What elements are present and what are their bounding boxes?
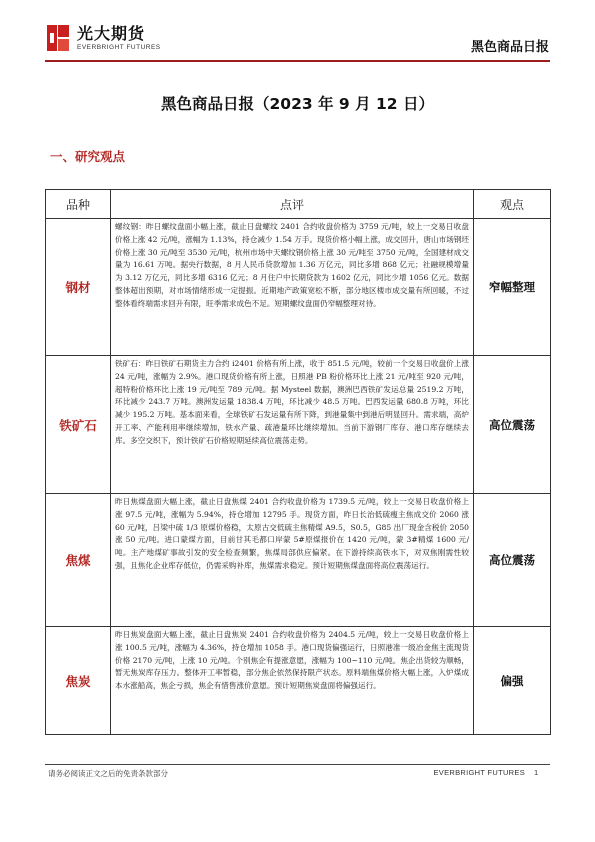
header-item: 品种 <box>46 190 111 219</box>
logo-english-name: EVERBRIGHT FUTURES <box>77 43 161 51</box>
footer-disclaimer: 请务必阅读正文之后的免责条款部分 <box>48 769 168 778</box>
footer-brand: EVERBRIGHT FUTURES <box>433 768 525 777</box>
header-report-title: 黑色商品日报 <box>470 40 549 55</box>
table-row-coking-coal <box>46 494 551 627</box>
comment-coking-coal: 昨日焦煤盘面大幅上涨，截止日盘焦煤 2401 合约收盘价格为 1739.5 元/吨，较上一交易日收盘价格上涨 97.5 元/吨，涨幅为 5.94%，持仓增加 12795 手。现货方面，昨日长治低硫瘦主焦成交价 2060 涨 60 元/吨，吕梁中硫 1/3 原煤价格稳，太原古交低硫主焦精煤 A9.5，S0.5，G85 出厂现金含税价 2050 涨 50 元/吨。进口蒙煤方面，目前甘其毛都口岸蒙 5#原煤报价在 1420 元/吨，蒙 3#精煤 1600 元/吨。主产地煤矿事故引发的安全检查频繁，焦煤局部供应偏紧。在下游持续高铁水下，对双焦刚需性较强，且焦化企业库存低位，仍需采购补库，焦煤需求稳定。预计短期焦煤盘面将高位震荡运行。 <box>111 494 474 627</box>
section-heading: 一、研究观点 <box>50 149 126 164</box>
table-row-steel <box>46 219 551 356</box>
view-iron-ore: 高位震荡 <box>474 356 551 494</box>
header-comment: 点评 <box>111 190 474 219</box>
logo-chinese-name: 光大期货 <box>77 23 146 43</box>
header-divider <box>45 60 550 62</box>
table-row-coke <box>46 627 551 735</box>
page-header <box>0 0 595 60</box>
everbright-logo-icon <box>45 23 71 53</box>
research-view-table <box>45 189 551 735</box>
item-coking-coal: 焦煤 <box>46 494 111 627</box>
table-header-row <box>46 190 551 219</box>
view-steel: 窄幅整理 <box>474 219 551 356</box>
table-row-iron-ore <box>46 356 551 494</box>
item-steel: 钢材 <box>46 219 111 356</box>
item-iron-ore: 铁矿石 <box>46 356 111 494</box>
document-title: 黑色商品日报（2023 年 9 月 12 日） <box>161 95 434 113</box>
comment-steel: 螺纹钢：昨日螺纹盘面小幅上涨，截止日盘螺纹 2401 合约收盘价格为 3759 元/吨，较上一交易日收盘价格上涨 42 元/吨，涨幅为 1.13%，持仓减少 1.54 万手。现货价格小幅上涨，成交回升，唐山市场钢坯价格上涨 30 元/吨至 3530 元/吨，杭州市场中天螺纹钢价格上涨 30 元/吨至 3750 元/吨，全国建材成交量为 16.61 万吨。据央行数据，8 月人民币贷款增加 1.36 万亿元，同比多增 868 亿元；社融规模增量为 3.12 万亿元，同比多增 6316 亿元；8 月住户中长期贷款为 1602 亿元，同比少增 1056 亿元。数据整体超出预期，对市场情绪形成一定提振。近期地产政策宽松不断，部分地区楼市成交量有所回暖，不过整体看终端需求回升有限，旺季需求成色不足。短期螺纹盘面仍窄幅整理对待。 <box>111 219 474 356</box>
comment-iron-ore: 铁矿石：昨日铁矿石期货主力合约 i2401 价格有所上涨，收于 851.5 元/吨，较前一个交易日收盘价上涨 24 元/吨，涨幅为 2.9%。港口现货价格有所上涨，日照港 PB 粉价格环比上涨 21 元/吨至 920 元/吨，超特粉价格环比上涨 19 元/吨至 789 元/吨。据 Mysteel 数据，澳洲巴西铁矿发运总量 2519.2 万吨，环比减少 243.7 万吨。澳洲发运量 1838.4 万吨，环比减少 48.5 万吨。巴西发运量 680.8 万吨，环比减少 195.2 万吨。基本面来看，全球铁矿石发运量有所下降，到港量集中到港后明显回升。需求端，高炉开工率、产能利用率继续增加，铁水产量、疏港量环比继续增加。当前下游钢厂库存、港口库存继续去库。多空交织下，预计铁矿石价格短期延续高位震荡走势。 <box>111 356 474 494</box>
page-number: 1 <box>534 768 539 777</box>
view-coking-coal: 高位震荡 <box>474 494 551 627</box>
comment-coke: 昨日焦炭盘面大幅上涨，截止日盘焦炭 2401 合约收盘价格为 2404.5 元/吨，较上一交易日收盘价格上涨 100.5 元/吨，涨幅为 4.36%，持仓增加 1058 手。港口现货偏强运行，日照港准一级冶金焦主流现货价格 2170 元/吨，上涨 10 元/吨。个别焦企有提涨意愿，涨幅为 100~110 元/吨。焦企出货较为顺畅，暂无焦炭库存压力。整体开工率暂稳，部分焦企依然保持限产状态。原料端焦煤价格大幅上涨，入炉煤成本水涨船高，焦企亏损，焦企有惜售涨价意愿。预计短期焦炭盘面将偏强运行。 <box>111 627 474 735</box>
header-view: 观点 <box>474 190 551 219</box>
footer-divider <box>45 764 550 765</box>
item-coke: 焦炭 <box>46 627 111 735</box>
view-coke: 偏强 <box>474 627 551 735</box>
company-logo <box>45 22 161 54</box>
